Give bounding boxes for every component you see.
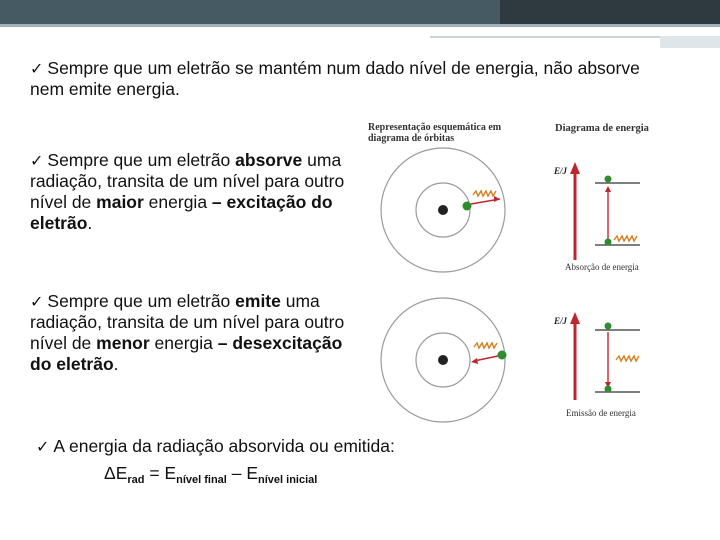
bullet-2-end: .	[87, 213, 93, 233]
formula-minus: – E	[226, 463, 259, 483]
emission-caption: Emissão de energia	[566, 408, 636, 418]
bullet-2-bold-maior: maior	[96, 192, 144, 212]
emission-orbit-diagram	[370, 295, 530, 425]
check-icon: ✓	[30, 151, 44, 170]
bullet-3	[30, 291, 348, 375]
energy-formula	[104, 463, 317, 486]
formula-sub-final: nível final	[176, 474, 227, 486]
bullet-4-text: A energia da radiação absorvida ou emitida:	[53, 436, 395, 456]
bullet-3-end: .	[113, 354, 119, 374]
bullet-2-text-b: uma radiação, transita de um nível para outro nível de	[30, 150, 345, 212]
orbit-diagram-title	[368, 122, 528, 144]
check-icon: ✓	[36, 437, 50, 456]
bullet-3-bold-emite: emite	[235, 291, 281, 311]
formula-lhs-sub: rad	[127, 474, 145, 486]
bullet-3-text-c: energia	[149, 333, 218, 353]
bullet-3-text-b: uma radiação, transita de um nível para outro nível de	[30, 291, 345, 353]
absorption-orbit-diagram	[370, 145, 530, 275]
orbit-title-line2: diagrama de órbitas	[368, 133, 455, 144]
absorption-caption: Absorção de energia	[565, 262, 639, 272]
bullet-3-bold-menor: menor	[96, 333, 150, 353]
header-accent-line	[430, 36, 665, 38]
check-icon: ✓	[30, 59, 44, 78]
bullet-2	[30, 150, 348, 234]
formula-lhs: ΔE	[104, 463, 128, 483]
bullet-2-bold-absorve: absorve	[235, 150, 303, 170]
bullet-2-bold-excitacao: – excitação do eletrão	[30, 192, 333, 233]
energy-axis-label: E/J	[554, 166, 568, 176]
energy-diagram-title: Diagrama de energia	[555, 123, 649, 134]
formula-eq: = E	[144, 463, 177, 483]
bullet-1	[30, 58, 670, 100]
orbit-title-line1: Representação esquemática em	[368, 122, 502, 133]
header-accent-block	[660, 36, 720, 48]
bullet-1-text: Sempre que um eletrão se mantém num dado nível de energia, não absorve nem emite energia.	[30, 58, 640, 99]
header-bar-dark	[500, 0, 720, 24]
energy-axis-label: E/J	[554, 316, 568, 326]
bullet-4	[36, 436, 676, 457]
bullet-2-text-a: Sempre que um eletrão	[47, 150, 236, 170]
bullet-3-bold-desexcitacao: – desexcitação do eletrão	[30, 333, 343, 374]
header-divider	[0, 24, 720, 27]
formula-sub-initial: nível inicial	[258, 474, 318, 486]
bullet-2-text-c: energia	[143, 192, 212, 212]
absorption-energy-diagram	[550, 140, 670, 270]
bullet-3-text-a: Sempre que um eletrão	[47, 291, 236, 311]
emission-energy-diagram	[550, 300, 670, 410]
check-icon: ✓	[30, 292, 44, 311]
